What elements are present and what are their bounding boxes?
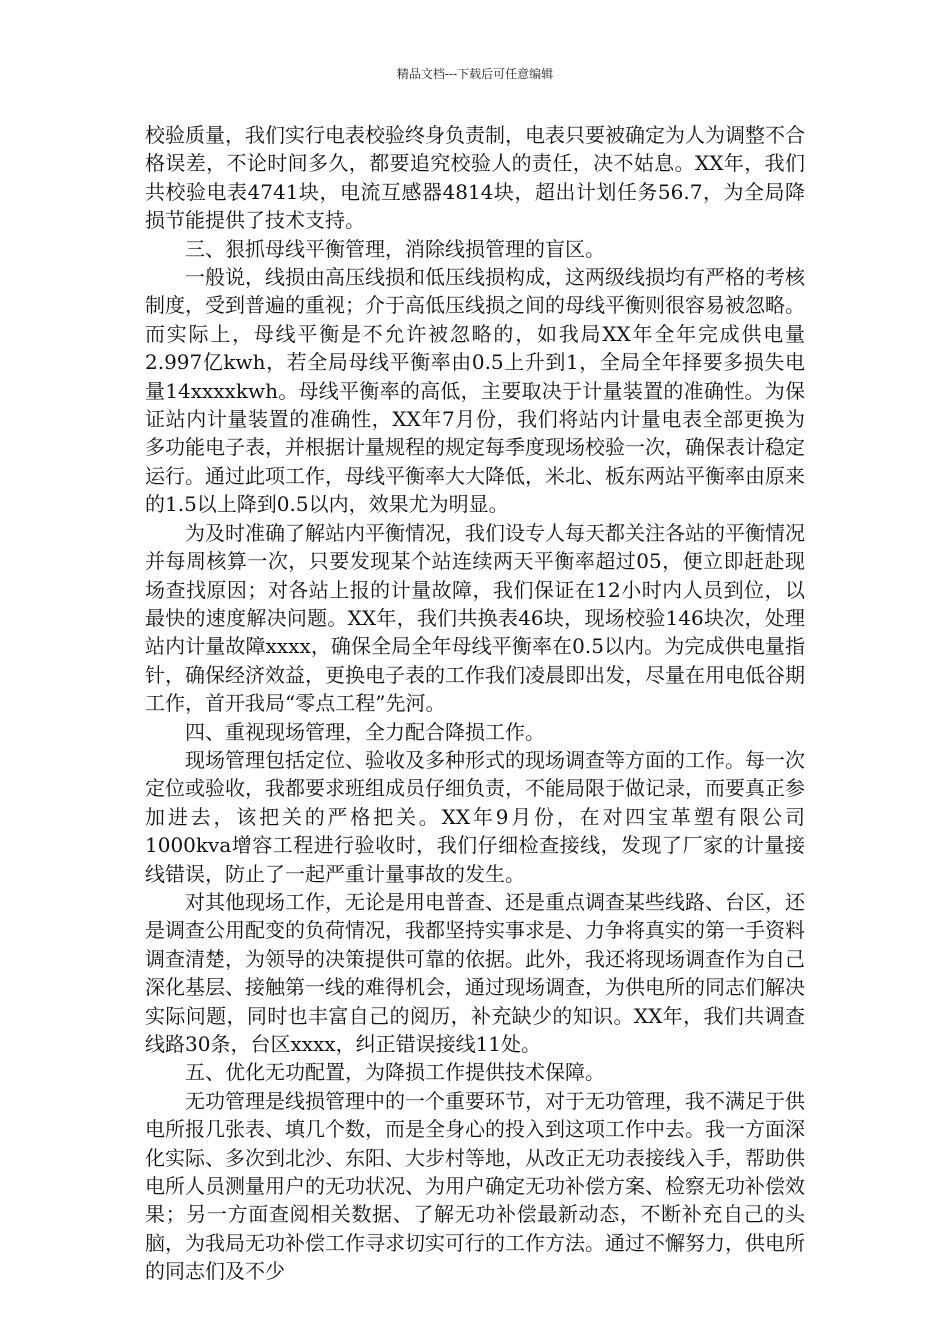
section-heading: 三、狠抓母线平衡管理，消除线损管理的盲区。 — [185, 236, 605, 261]
paragraph: 一般说，线损由高压线损和低压线损构成，这两级线损均有严格的考核制度，受到普遍的重视；介于高低压线损之间的母线平衡则很容易被忽略。而实际上，母线平衡是不允许被忽略的，如我局XX年全年完成供电量2.997亿kwh，若全局母线平衡率由0.5上升到1，全局全年择要多损失电量14xxxxkwh。母线平衡率的高低，主要取决于计量装置的准确性。为保证站内计量装置的准确性，XX年7月份，我们将站内计量电表全部更换为多功能电子表，并根据计量规程的规定每季度现场校验一次，确保表计稳定运行。通过此项工作，母线平衡率大大降低，米北、板东两站平衡率由原来的1.5以上降到0.5以内，效果尤为明显。 — [145, 265, 805, 517]
paragraph: 无功管理是线损管理中的一个重要环节，对于无功管理，我不满足于供电所报几张表、填几个数，而是全身心的投入到这项工作中去。我一方面深化实际、多次到北沙、东阳、大步村等地，从改正无功表接线入手，帮助供电所人员测量用户的无功状况、为用户确定无功补偿方案、检察无功补偿效果；另一方面查阅相关数据、了解无功补偿最新动态，不断补充自己的头脑，为我局无功补偿工作寻求切实可行的工作方法。通过不懈努力，供电所的同志们及不少 — [145, 1088, 805, 1284]
section-heading: 五、优化无功配置，为降损工作提供技术保障。 — [185, 1060, 605, 1085]
page-header: 精品文档---下载后可任意编辑 — [396, 67, 554, 81]
document-body — [145, 121, 805, 1286]
paragraph: 现场管理包括定位、验收及多种形式的现场调查等方面的工作。每一次定位或验收，我都要求班组成员仔细负责，不能局限于做记录，而要真正参加进去，该把关的严格把关。XX年9月份，在对四宝革塑有限公司1000kva增容工程进行验收时，我们仔细检查接线，发现了厂家的计量接线错误，防止了一起严重计量事故的发生。 — [145, 747, 805, 886]
section-heading: 四、重视现场管理，全力配合降损工作。 — [185, 719, 545, 744]
paragraph: 对其他现场工作，无论是用电普查、还是重点调查某些线路、台区，还是调查公用配变的负荷情况，我都坚持实事求是、力争将真实的第一手资料调查清楚，为领导的决策提供可靠的依据。此外，我还将现场调查作为自己深化基层、接触第一线的难得机会，通过现场调查，为供电所的同志们解决实际问题，同时也丰富自己的阅历，补充缺少的知识。XX年，我们共调查线路30条，台区xxxx，纠正错误接线11处。 — [145, 889, 805, 1056]
paragraph: 校验质量，我们实行电表校验终身负责制，电表只要被确定为人为调整不合格误差，不论时间多久，都要追究校验人的责任，决不姑息。XX年，我们共校验电表4741块，电流互感器4814块，超出计划任务56.7，为全局降损节能提供了技术支持。 — [145, 123, 805, 233]
paragraph: 为及时准确了解站内平衡情况，我们设专人每天都关注各站的平衡情况并每周核算一次，只要发现某个站连续两天平衡率超过05，便立即赶赴现场查找原因；对各站上报的计量故障，我们保证在12小时内人员到位，以最快的速度解决问题。XX年，我们共换表46块，现场校验146块次，处理站内计量故障xxxx，确保全局全年母线平衡率在0.5以内。为完成供电量指针，确保经济效益，更换电子表的工作我们凌晨即出发，尽量在用电低谷期工作，首开我局“零点工程”先河。 — [145, 520, 805, 716]
